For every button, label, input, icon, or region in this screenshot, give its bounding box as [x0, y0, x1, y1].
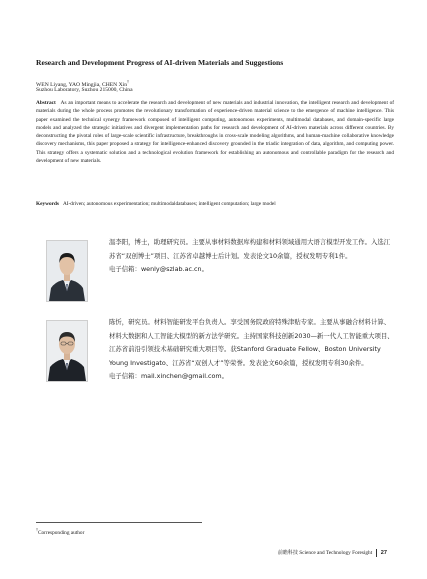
keywords — [36, 201, 394, 208]
affiliation: Suzhou Laboratory, Suzhou 215000, China — [36, 87, 133, 93]
bio-wen-email: 电子信箱：wenly@szlab.ac.cn。 — [109, 265, 208, 274]
footnote-text: Corresponding author — [38, 529, 85, 536]
footnote-divider — [36, 522, 202, 523]
page-footer — [278, 549, 387, 557]
abstract-text: As an important means to accelerate the research and development of new materials and industrial innovation, the intelligent research and development of materials during the whole process promotes the revolutionary transformation of experience-driven material science to the emergence of machine intelligence. This paper examined the technical synergy framework composed of intelligent computing, autonomous experiments, multimodal databases, and domain-specific large models and analyzed the strategic initiatives and divergent implementation paths for research and development of AI-driven materials across different countries. By deconstructing the pivotal roles of large-scale scientific infrastructure, breakthroughs in cross-scale modeling algorithms, and human-machine collaborative knowledge discovery mechanisms, this paper proposed a strategy for intelligence-enhanced discovery grounded in the triadic integration of data, algorithm, and computing power. This strategy offers a systematic solution and a technological evolution framework for establishing an autonomous and controllable paradigm for the research and development of new materials. — [36, 100, 394, 165]
journal-name-cn: 前瞻科技 — [277, 549, 298, 556]
journal-name-en: Science and Technology Foresight — [299, 549, 373, 556]
footnote-mark: † — [36, 527, 38, 532]
bio-chen-text: 陈忻，研究员。材料智能研发平台负责人。享受国务院政府特殊津贴专家。主要从事融合材料计算、材料大数据和人工智能大模型的新方法学研究。主持国家科技创新2030—新一代人工智能重大项目、江苏省前沿引领技术基础研究重大项目等。获Stanford Graduate Fellow、Boston University Young Investigato、江苏省“双创人才”等荣誉。发表论文60余篇，授权发明专利30余件。 — [109, 318, 394, 367]
abstract-label: Abstract — [36, 100, 56, 106]
author-names: WEN Liyang, YAO Mingjia, CHEN Xin — [36, 81, 127, 88]
bio-wen-text: 温李阳，博士，助理研究员。主要从事材料数据库构建和材料领域通用大语言模型开发工作。入选江苏省“双创博士”项目、江苏省卓越博士后计划。发表论文10余篇，授权发明专利1件。 — [109, 238, 391, 260]
bio-chen-email: 电子信箱：mail.xinchen@gmail.com。 — [109, 372, 229, 381]
keywords-text: AI-driven; autonomous experimentation; multimodaldatabases; intelligent computation; large model — [62, 201, 276, 207]
author-photo-wen — [46, 240, 88, 302]
bio-chen — [109, 316, 395, 384]
footer-separator — [376, 549, 377, 557]
keywords-label: Keywords — [36, 201, 59, 207]
page-number: 27 — [380, 549, 387, 556]
paper-title: Research and Development Progress of AI-driven Materials and Suggestions — [36, 58, 284, 67]
abstract — [36, 99, 394, 165]
footnote — [36, 526, 84, 537]
author-photo-chen — [46, 320, 88, 382]
corresponding-mark: † — [127, 79, 129, 84]
bio-wen — [109, 236, 395, 277]
